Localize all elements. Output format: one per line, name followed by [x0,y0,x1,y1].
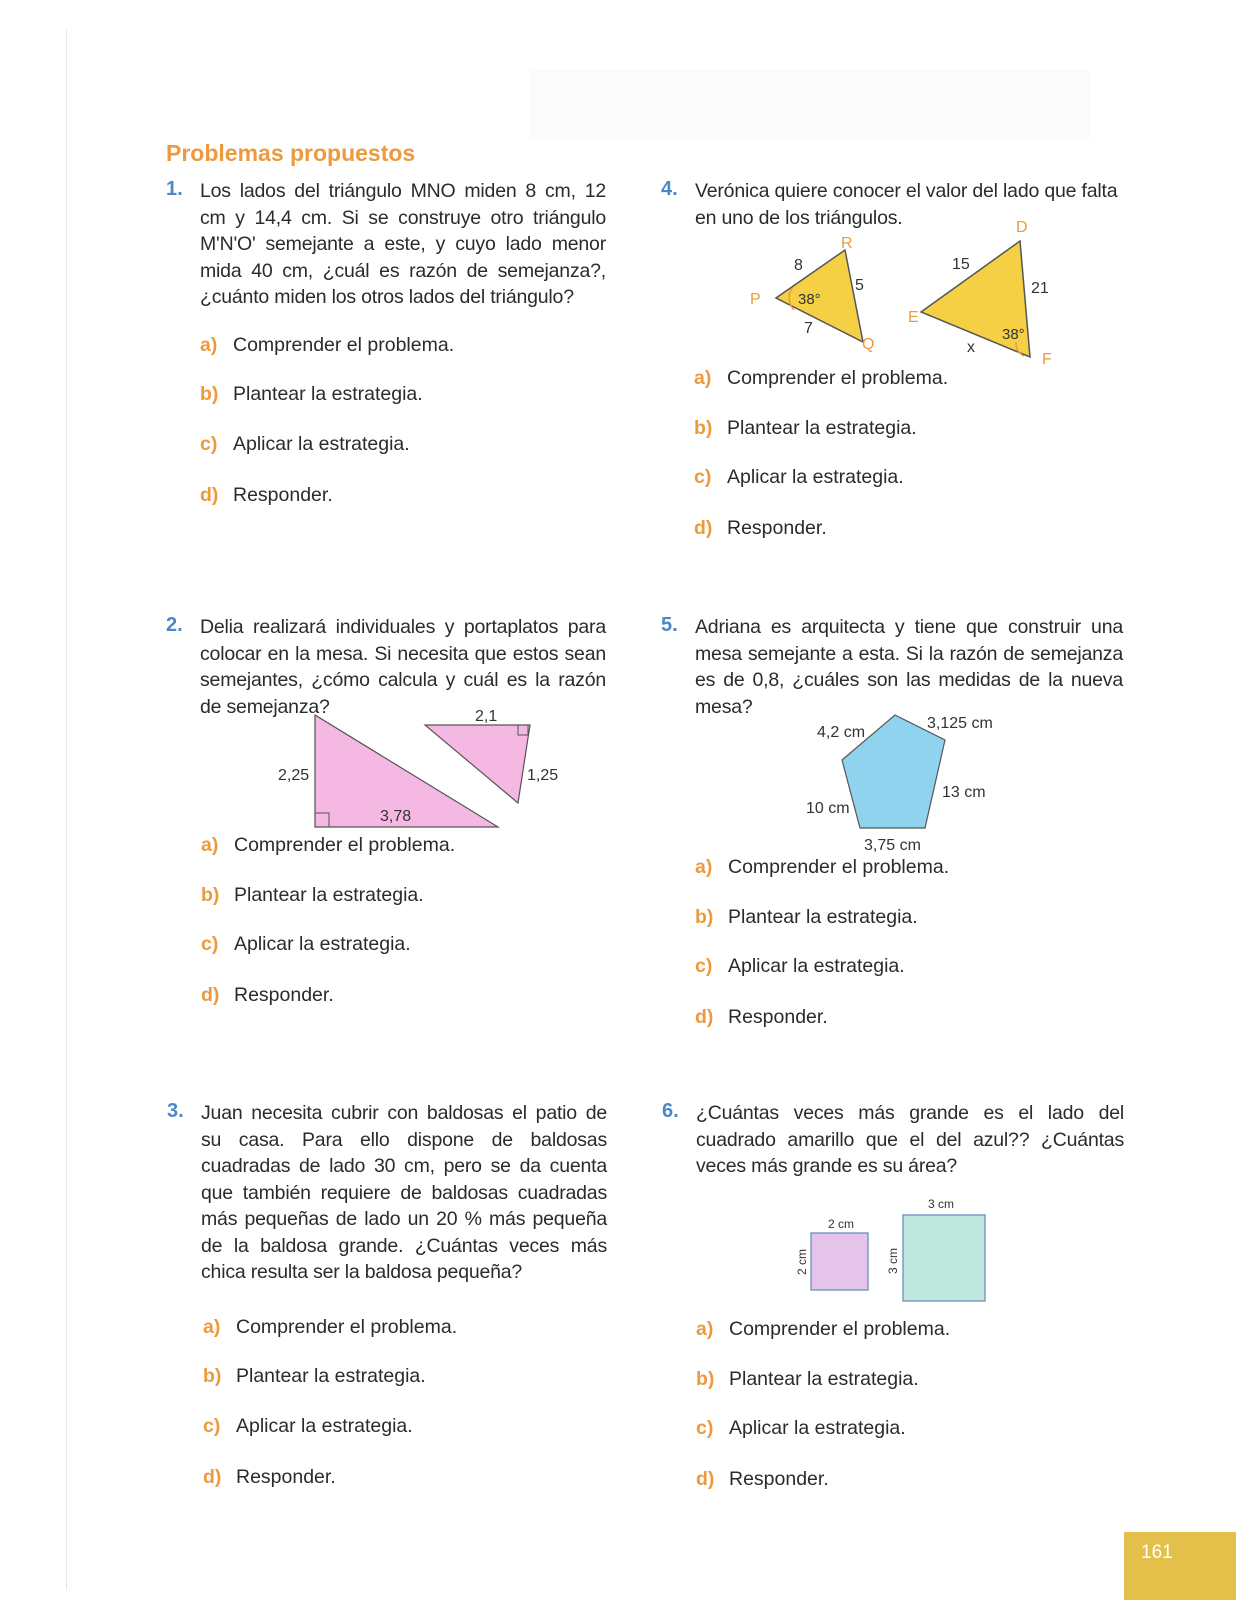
problem-3 [167,1100,607,1286]
problem-number: 2. [166,614,183,636]
vertex-f: F [1042,351,1052,368]
problem-number: 6. [662,1100,679,1122]
label-42: 4,2 cm [817,724,866,741]
label-10: 10 cm [806,800,850,817]
label-225: 2,25 [278,767,310,784]
problem-number: 3. [167,1100,184,1122]
label-13: 13 cm [942,784,986,801]
problem-number: 5. [661,614,678,636]
step-d: d) Responder. [200,484,333,506]
square-large [903,1215,985,1301]
square-small [811,1233,868,1290]
vertex-r: R [841,235,853,252]
problem-text: Los lados del triángulo MNO miden 8 cm, 12 cm y 14,4 cm. Si se construye otro triángulo M'N'O' semejante a este, y cuyo lado menor mida 40 cm, ¿cuál es razón de semejanza?, ¿cuánto miden los otros lados del triángulo? [200,180,606,308]
label-large-top: 3 cm [928,1197,955,1211]
angle-p: 38° [798,291,821,308]
step-b: b) Plantear la estrategia. [696,1368,919,1390]
step-a: a) Comprender el problema. [695,856,950,878]
step-d: d) Responder. [696,1468,829,1490]
vertex-p: P [750,291,761,308]
section-title: Problemas propuestos [166,140,416,166]
step-a: a) Comprender el problema. [696,1318,951,1340]
side-pr: 8 [794,257,803,274]
problem-4 [661,178,1123,231]
problem-number: 4. [661,178,678,200]
problem-text: Juan necesita cubrir con baldosas el patio de su casa. Para ello dispone de baldosas cuadradas de lado 30 cm, pero se da cuenta que también requiere de baldosas cuadradas más pequeñas de lado un 20 % más pequeña de la baldosa grande. ¿Cuántas veces más chica resulta ser la baldosa pequeña? [201,1102,607,1283]
step-a: a) Comprender el problema. [201,834,456,856]
problem-1 [166,178,606,311]
figure-triangles-2 [270,710,570,830]
side-df: 21 [1031,280,1049,297]
label-large-side: 3 cm [886,1247,900,1274]
step-d: d) Responder. [203,1466,336,1488]
problem-2 [166,614,606,720]
step-c: c) Aplicar la estrategia. [694,466,904,488]
step-b: b) Plantear la estrategia. [203,1365,426,1387]
label-small-top: 2 cm [828,1217,855,1231]
figure-pentagon-5 [800,700,1000,854]
step-a: a) Comprender el problema. [694,367,949,389]
label-3125: 3,125 cm [927,715,993,732]
step-a: a) Comprender el problema. [200,334,455,356]
label-378: 3,78 [380,808,412,825]
side-ef: x [967,339,975,356]
side-rq: 5 [855,277,864,294]
step-c: c) Aplicar la estrategia. [696,1417,906,1439]
step-d: d) Responder. [695,1006,828,1028]
label-21: 2,1 [475,708,498,725]
step-b: b) Plantear la estrategia. [200,383,423,405]
vertex-e: E [908,309,919,326]
page-number: 161 [1141,1542,1173,1563]
figure-triangles-4 [740,219,1070,380]
problem-text: Delia realizará individuales y portaplatos para colocar en la mesa. Si necesita que estos sean semejantes, ¿cómo calcula y cuál es la razón de semejanza? [200,616,606,718]
step-b: b) Plantear la estrategia. [695,906,918,928]
problem-text: Adriana es arquitecta y tiene que construir una mesa semejante a esta. Si la razón de semejanza es de 0,8, ¿cuáles son las medidas de la nueva mesa? [695,616,1123,718]
step-b: b) Plantear la estrategia. [201,884,424,906]
step-b: b) Plantear la estrategia. [694,417,917,439]
vertex-q: Q [862,336,875,353]
step-c: c) Aplicar la estrategia. [695,955,905,977]
vertex-d: D [1016,219,1028,236]
problem-6 [662,1100,1124,1180]
label-375: 3,75 cm [864,837,921,854]
angle-f: 38° [1002,326,1025,343]
problem-text: Verónica quiere conocer el valor del lado que falta en uno de los triángulos. [695,180,1118,229]
step-c: c) Aplicar la estrategia. [201,933,411,955]
step-c: c) Aplicar la estrategia. [203,1415,413,1437]
label-125: 1,25 [527,767,559,784]
label-small-side: 2 cm [795,1248,809,1275]
background-shadow [530,70,1090,140]
margin-line [66,30,67,1590]
step-d: d) Responder. [694,517,827,539]
figure-squares-6 [790,1190,990,1305]
step-d: d) Responder. [201,984,334,1006]
side-pq: 7 [804,320,813,337]
side-ed: 15 [952,256,970,273]
problem-number: 1. [166,178,183,200]
step-a: a) Comprender el problema. [203,1316,458,1338]
step-c: c) Aplicar la estrategia. [200,433,410,455]
problem-text: ¿Cuántas veces más grande es el lado del cuadrado amarillo que el del azul?? ¿Cuántas veces más grande es su área? [696,1102,1124,1177]
